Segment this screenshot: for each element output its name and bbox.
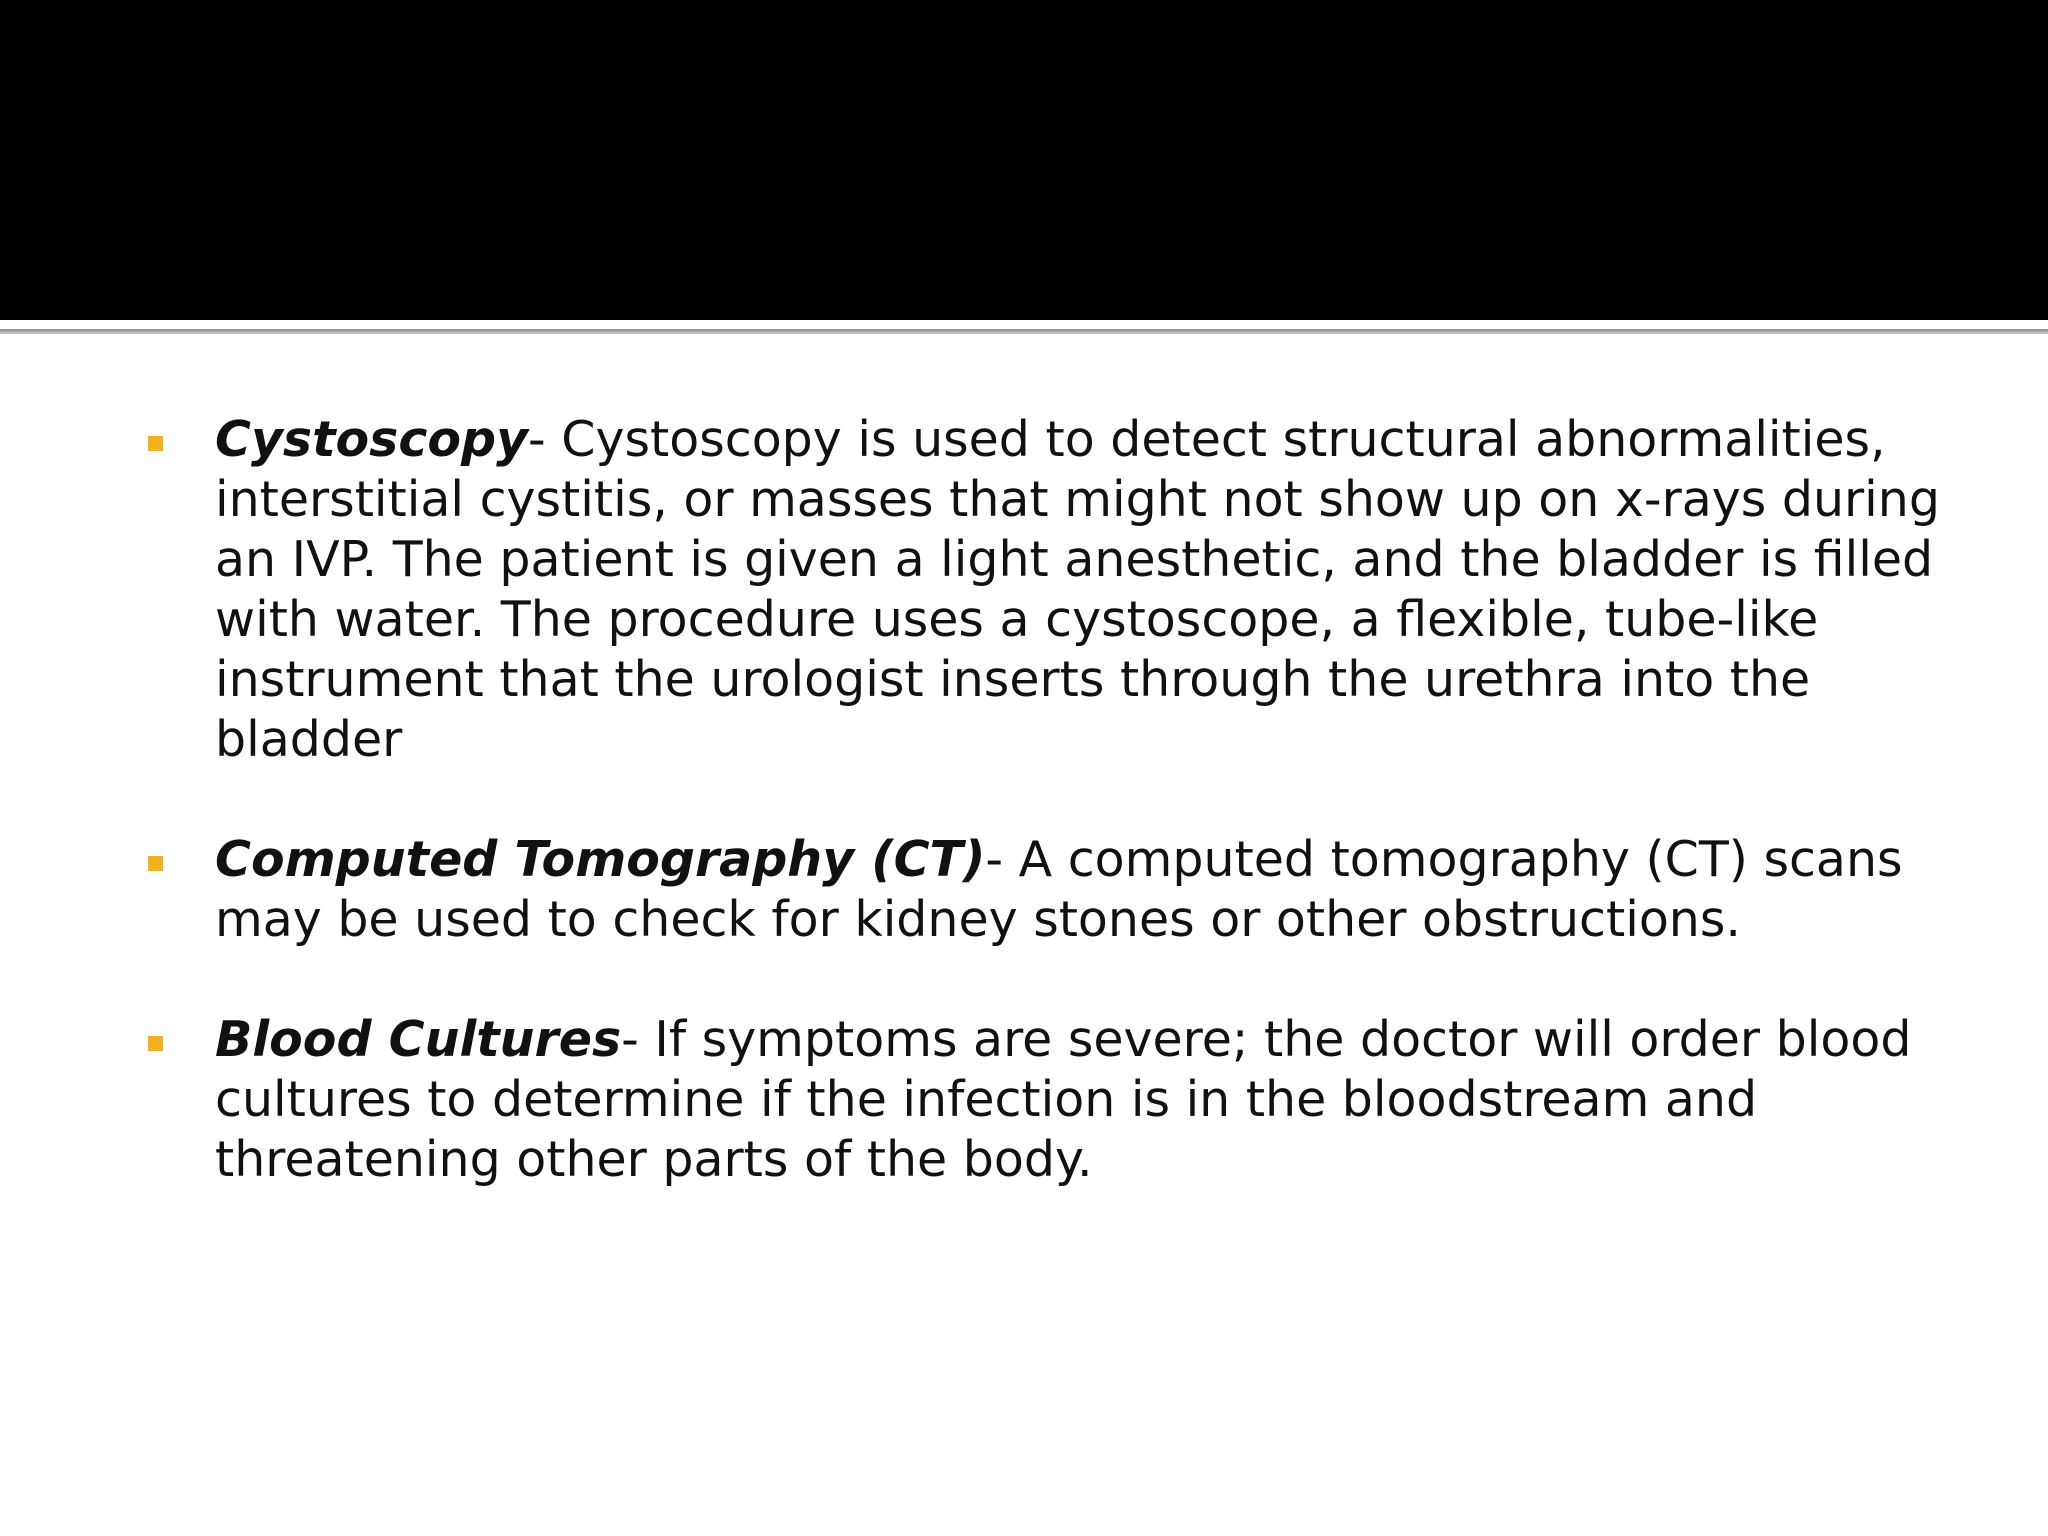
title-bar xyxy=(0,0,2048,320)
bullet-term: Blood Cultures xyxy=(215,1011,622,1068)
bullet-text: - Cystoscopy is used to detect structural abnormalities, interstitial cystitis, or masses that might not show up on x-rays during an IVP. The patient is given a light anesthetic, and the bladder is filled with water. The procedure uses a cystoscope, a flexible, tube-like instrument that the urologist inserts through the urethra into the bladder xyxy=(215,411,1940,768)
square-bullet-icon xyxy=(148,436,163,451)
bullet-term: Cystoscopy xyxy=(215,411,529,468)
bullet-item-cystoscopy xyxy=(140,410,1940,770)
title-rule-gray xyxy=(0,329,2048,334)
square-bullet-icon xyxy=(148,856,163,871)
bullet-list xyxy=(140,410,1940,1190)
bullet-item-ct xyxy=(140,830,1940,950)
title-rule-white xyxy=(0,320,2048,329)
bullet-term: Computed Tomography (CT) xyxy=(215,831,986,888)
bullet-item-blood-cultures xyxy=(140,1010,1940,1190)
square-bullet-icon xyxy=(148,1036,163,1051)
bullet-text: - If symptoms are severe; the doctor will order blood cultures to determine if the infection is in the bloodstream and threatening other parts of the body. xyxy=(215,1011,1912,1188)
bullet-text: - A computed tomography (CT) scans may be used to check for kidney stones or other obstructions. xyxy=(215,831,1903,948)
